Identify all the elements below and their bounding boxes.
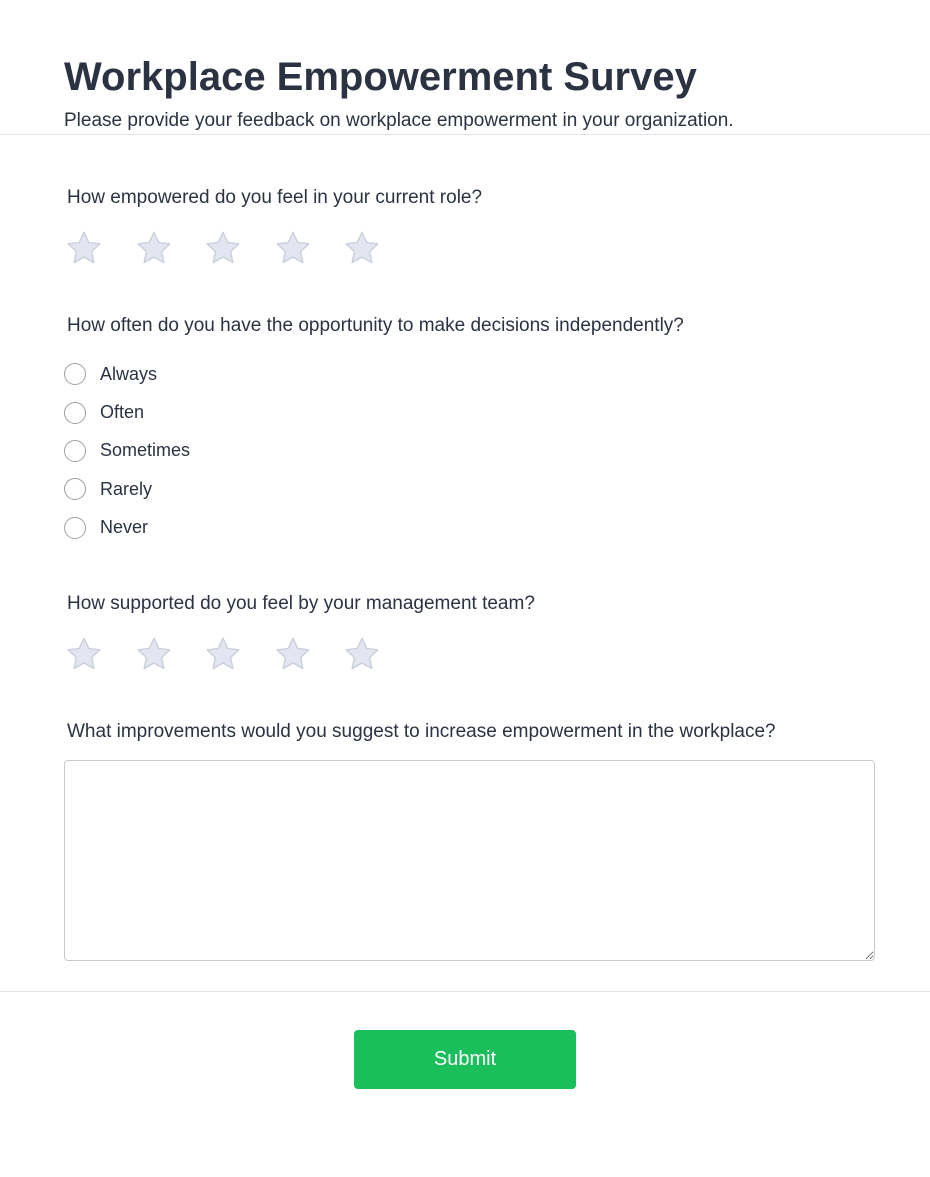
radio-button[interactable] <box>64 517 86 539</box>
radio-label: Always <box>100 363 158 384</box>
radio-label: Rarely <box>100 478 153 499</box>
page-title: Workplace Empowerment Survey <box>64 55 697 99</box>
radio-button[interactable] <box>64 402 86 424</box>
star-rating-1 <box>64 228 875 268</box>
star-icon[interactable] <box>134 228 174 268</box>
star-icon[interactable] <box>134 634 174 674</box>
star-icon[interactable] <box>273 228 313 268</box>
submit-button[interactable]: Submit <box>354 1030 576 1089</box>
radio-button[interactable] <box>64 478 86 500</box>
radio-button[interactable] <box>64 363 86 385</box>
radio-label: Sometimes <box>100 440 191 461</box>
radio-label: Never <box>100 517 149 538</box>
page-subtitle: Please provide your feedback on workplace empowerment in your organization. <box>64 110 734 131</box>
star-icon[interactable] <box>342 634 382 674</box>
radio-group <box>64 355 875 547</box>
star-icon[interactable] <box>273 634 313 674</box>
star-icon[interactable] <box>342 228 382 268</box>
header-divider <box>0 134 930 135</box>
star-rating-2 <box>64 634 875 674</box>
radio-button[interactable] <box>64 440 86 462</box>
survey-form <box>0 185 930 961</box>
question-2-label: How often do you have the opportunity to make decisions independently? <box>67 315 684 336</box>
radio-option-always[interactable] <box>64 355 875 393</box>
form-footer <box>0 992 930 1089</box>
question-1-label: How empowered do you feel in your current role? <box>67 187 483 208</box>
star-icon[interactable] <box>203 634 243 674</box>
radio-option-sometimes[interactable] <box>64 432 875 470</box>
question-3-label: How supported do you feel by your management team? <box>67 592 535 614</box>
radio-option-rarely[interactable] <box>64 470 875 508</box>
suggestions-textarea[interactable] <box>64 760 875 961</box>
question-4-label: What improvements would you suggest to increase empowerment in the workplace? <box>67 720 776 742</box>
survey-header <box>0 0 930 134</box>
star-icon[interactable] <box>203 228 243 268</box>
star-icon[interactable] <box>64 634 104 674</box>
radio-option-never[interactable] <box>64 509 875 547</box>
star-icon[interactable] <box>64 228 104 268</box>
radio-option-often[interactable] <box>64 393 875 431</box>
radio-label: Often <box>100 402 145 423</box>
